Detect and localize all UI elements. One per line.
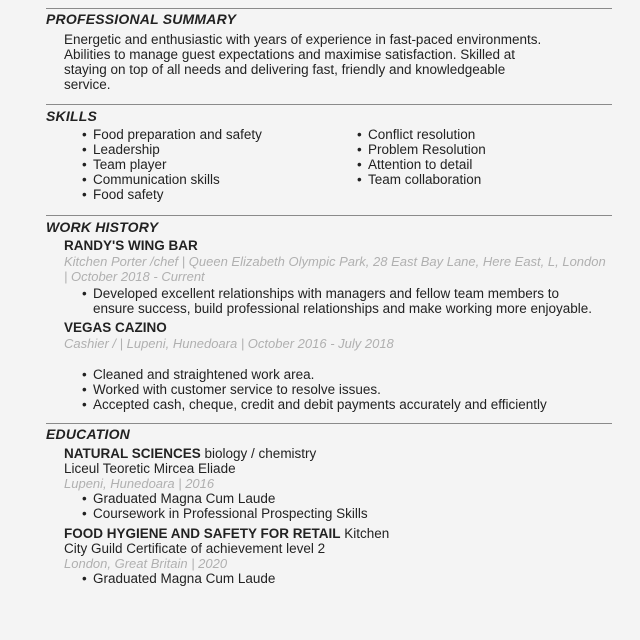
education-bullets bbox=[64, 491, 612, 521]
list-item: • Communication skills bbox=[82, 172, 262, 187]
skills-list-left bbox=[82, 127, 262, 202]
institution-name: Liceul Teoretic Mircea Eliade bbox=[64, 461, 236, 476]
job-meta: Cashier / | Lupeni, Hunedoara | October 2016 - July 2018 bbox=[64, 336, 394, 351]
list-item: • Team collaboration bbox=[357, 172, 486, 187]
list-item: • Food preparation and safety bbox=[82, 127, 262, 142]
section-rule bbox=[46, 215, 612, 216]
summary-line: Energetic and enthusiastic with years of experience in fast-paced environments. bbox=[64, 32, 542, 47]
job-entry bbox=[64, 238, 612, 284]
list-item: • Cleaned and straightened work area. bbox=[64, 367, 612, 382]
skills-list-right bbox=[357, 127, 486, 187]
list-item: • Worked with customer service to resolve issues. bbox=[64, 382, 612, 397]
section-title: EDUCATION bbox=[46, 426, 130, 442]
list-item: • Team player bbox=[82, 157, 262, 172]
list-item: • Developed excellent relationships with managers and fellow team members to ensure success, build professional relationships and make working more enjoyable. bbox=[64, 286, 612, 316]
section-title: PROFESSIONAL SUMMARY bbox=[46, 11, 237, 27]
degree-name: FOOD HYGIENE AND SAFETY FOR RETAIL bbox=[64, 526, 341, 541]
job-meta: | October 2018 - Current bbox=[64, 269, 205, 284]
education-meta: London, Great Britain | 2020 bbox=[64, 556, 228, 571]
education-section bbox=[46, 425, 612, 586]
summary-line: staying on top of all needs and delivering fast, friendly and knowledgeable bbox=[64, 62, 506, 77]
list-item: • Graduated Magna Cum Laude bbox=[64, 571, 612, 586]
employer-name: VEGAS CAZINO bbox=[64, 320, 167, 335]
top-rule bbox=[46, 8, 612, 9]
skills-content bbox=[46, 107, 612, 202]
education-bullets bbox=[64, 571, 612, 586]
summary-line: Abilities to manage guest expectations and maximise satisfaction. Skilled at bbox=[64, 47, 515, 62]
list-item: • Conflict resolution bbox=[357, 127, 486, 142]
summary-line: service. bbox=[64, 77, 111, 92]
job-bullets bbox=[64, 367, 612, 412]
education-entry bbox=[64, 526, 612, 571]
degree-name: NATURAL SCIENCES bbox=[64, 446, 201, 461]
work-history-section bbox=[46, 218, 612, 412]
job-bullets bbox=[64, 286, 612, 316]
list-item: • Problem Resolution bbox=[357, 142, 486, 157]
summary-text bbox=[64, 32, 612, 92]
employer-name: RANDY'S WING BAR bbox=[64, 238, 198, 253]
list-item: • Graduated Magna Cum Laude bbox=[64, 491, 612, 506]
list-item: • Coursework in Professional Prospecting Skills bbox=[64, 506, 612, 521]
institution-name: City Guild Certificate of achievement level 2 bbox=[64, 541, 326, 556]
list-item: • Attention to detail bbox=[357, 157, 486, 172]
degree-field: Kitchen bbox=[340, 526, 390, 541]
job-entry bbox=[64, 320, 612, 351]
section-title: SKILLS bbox=[46, 108, 97, 124]
list-item: • Accepted cash, cheque, credit and debit payments accurately and efficiently bbox=[64, 397, 612, 412]
degree-field: biology / chemistry bbox=[200, 446, 317, 461]
section-rule bbox=[46, 423, 612, 424]
list-item: • Leadership bbox=[82, 142, 262, 157]
list-item: • Food safety bbox=[82, 187, 262, 202]
education-entry bbox=[64, 446, 612, 491]
section-rule bbox=[46, 104, 612, 105]
education-meta: Lupeni, Hunedoara | 2016 bbox=[64, 476, 215, 491]
section-title: WORK HISTORY bbox=[46, 219, 159, 235]
professional-summary-section bbox=[46, 10, 612, 92]
job-meta: Kitchen Porter /chef | Queen Elizabeth Olympic Park, 28 East Bay Lane, Here East, L, London bbox=[64, 254, 606, 269]
